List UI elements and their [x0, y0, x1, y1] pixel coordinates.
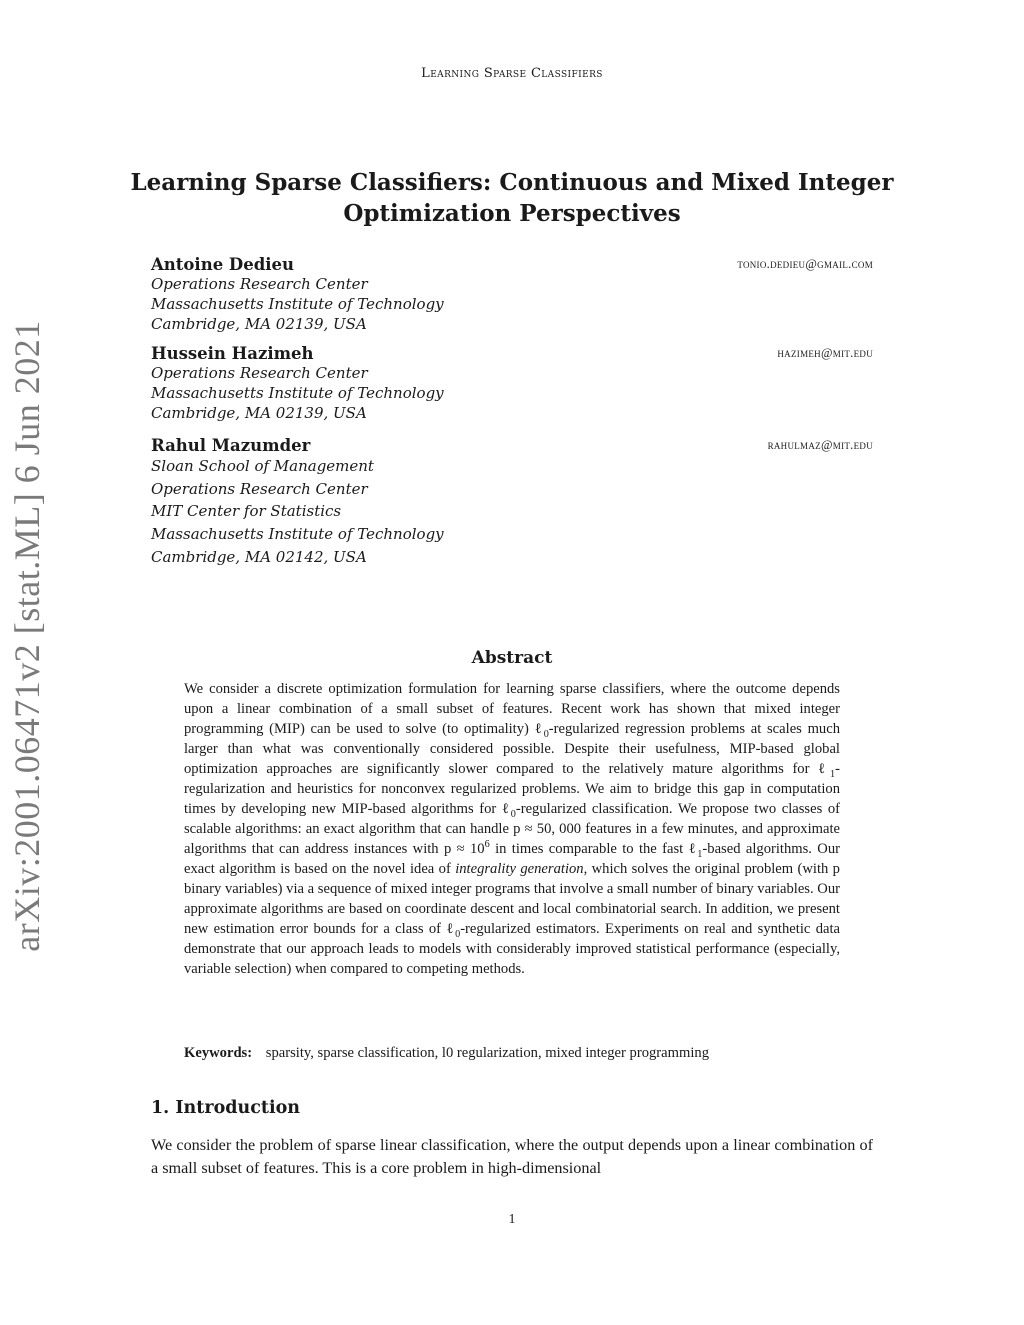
body-paragraph: We consider the problem of sparse linear classification, where the output depends upon a linear combination of a small subset of features. This is a core problem in high-dimensional: [151, 1136, 873, 1177]
author-block: [151, 344, 873, 423]
keywords-text: sparsity, sparse classification, l0 regularization, mixed integer programming: [265, 1045, 709, 1061]
abstract-heading: Abstract: [471, 648, 553, 668]
section-heading: 1. Introduction: [151, 1098, 300, 1118]
abstract-text: We consider a discrete optimization formulation for learning sparse classifiers, where the outcome depends upon a linear combination of a small subset of features. Recent work has shown that mixed integer programming (MIP) can be used to solve (to optimality) ℓ$_0$-regularized regression problems at scales much larger than what was conventionally considered possible. Despite their usefulness, MIP-based global optimization approaches are significantly slower compared to the relatively mature algorithms for ℓ$_1$-regularization and heuristics for nonconvex regularized problems. We aim to bridge this gap in computation times by developing new MIP-based algorithms for ℓ$_0$-regularized classification. We propose two classes of scalable algorithms: an exact algorithm that can handle p ≈ 50, 000 features in a few minutes, and approximate algorithms that can address instances with $p \approx 10^6$ in times comparable to the fast ℓ$_1$-based algorithms. Our exact algorithm is based on the novel idea of integrality generation, which solves the original problem (with p binary variables) via a sequence of mixed integer programs that involve a small number of binary variables. Our approximate algorithms are based on coordinate descent and local combinatorial search. In addition, we present new estimation error bounds for a class of ℓ$_0$-regularized estimators. Experiments on real and synthetic data demonstrate that our approach leads to models with considerably improved statistical performance (especially, variable selection) when compared to competing methods.: [184, 681, 840, 977]
page-number: 1: [508, 1212, 516, 1227]
author-name: Rahul Mazumder: [151, 436, 311, 455]
title-line: Optimization Perspectives: [343, 200, 681, 227]
affiliation-line: Massachusetts Institute of Technology: [151, 384, 444, 402]
title-line: Learning Sparse Classifiers: Continuous and Mixed Integer: [130, 169, 894, 196]
affiliation-line: Cambridge, MA 02142, USA: [151, 547, 367, 566]
author-email: rahulmaz@mit.edu: [767, 438, 873, 452]
arxiv-identifier: arXiv:2001.06471v2 [stat.ML] 6 Jun 2021: [7, 320, 47, 952]
paper-title: [100, 167, 924, 229]
affiliation-line: Massachusetts Institute of Technology: [151, 525, 444, 544]
author-name: Antoine Dedieu: [151, 255, 295, 274]
emphasis-text: integrality generation: [455, 861, 584, 877]
affiliation-line: Operations Research Center: [151, 479, 368, 498]
author-email: tonio.dedieu@gmail.com: [737, 257, 873, 271]
affiliation-line: Cambridge, MA 02139, USA: [151, 404, 367, 422]
affiliation-line: Operations Research Center: [151, 275, 368, 293]
affiliation-line: Sloan School of Management: [151, 457, 374, 475]
keywords-label: Keywords:: [184, 1045, 253, 1061]
author-email: hazimeh@mit.edu: [777, 346, 873, 360]
affiliation-line: Massachusetts Institute of Technology: [151, 295, 444, 313]
affiliation-line: Operations Research Center: [151, 364, 368, 382]
running-head: Learning Sparse Classifiers: [421, 66, 603, 81]
author-block: [151, 255, 873, 334]
author-name: Hussein Hazimeh: [151, 344, 314, 363]
keywords: [184, 1045, 844, 1062]
author-block: [151, 436, 873, 569]
affiliation-line: MIT Center for Statistics: [151, 502, 342, 521]
affiliation-line: Cambridge, MA 02139, USA: [151, 315, 367, 333]
